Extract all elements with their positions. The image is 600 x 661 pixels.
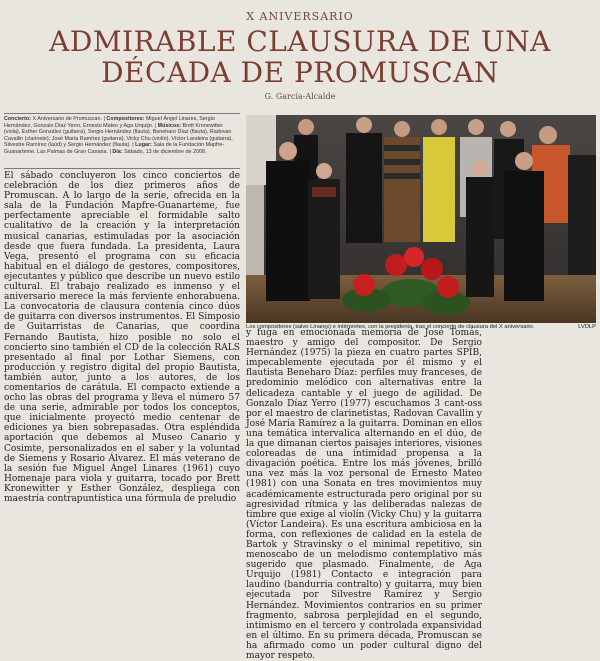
article-column-2 xyxy=(246,328,482,661)
group-photo xyxy=(246,115,596,323)
lugar-label: Lugar: xyxy=(135,142,152,149)
headline-line-2: DÉCADA DE PROMUSCAN xyxy=(101,56,499,89)
concierto-text: X Aniversario de Promuscan. xyxy=(32,116,102,122)
dia-text: Sábado, 13 de diciembre de 2008. xyxy=(124,148,207,155)
section-kicker: X ANIVERSARIO xyxy=(246,10,354,23)
photo-caption-text: Los compositores (salvo Linares) e intérpretes, con la presidenta, tras el concierto de clausura del X aniversario. xyxy=(246,324,535,330)
byline: G. García-Alcalde xyxy=(264,92,336,101)
compositores-label: Compositores: xyxy=(106,116,145,122)
musicos-text: Brett Kronewitter (viola), Esther González (guitarra), Sergio Hernández (flauta), Beneharo Díaz (flauta), Radovan Cavallin (clarinete), José María Ramírez (guitarra), Vicky Chu (violín), Víctor Landeira (guitarra), Silvestre Ramírez (laúd) y Sergio Hernández (flauta). xyxy=(4,122,233,149)
article-column-1 xyxy=(4,171,240,588)
compositores-text: Miguel Ángel Linares, Sergio Hernández, Gonzalo Díaz Yerro, Ernesto Mateo y Aga Urquijo. xyxy=(4,116,215,129)
concert-info-box: Concierto: X Aniversario de Promuscan. | Compositores: Miguel Ángel Linares, Sergio Hernández, Gonzalo Díaz Yerro, Ernesto Mateo y Aga Urquijo. | Músicos: Brett Kronewitter (viola), Esther González (guitarra), Sergio Hernández (flauta), Beneharo Díaz (flauta), Radovan Cavallin (clarinete), José María Ramírez (guitarra), Vicky Chu (violín), Víctor Landeira (guitarra), Silvestre Ramírez (laúd) y Sergio Hernández (flauta). | Lugar: Sala de la Fundación Mapfre-Guanarteme. Las Palmas de Gran Canaria. | Día: Sábado, 13 de diciembre de 2008. xyxy=(4,113,240,169)
lugar-text: Sala de la Fundación Mapfre-Guanarteme. Las Palmas de Gran Canaria. xyxy=(4,142,225,155)
photo-credit: LVDLP xyxy=(578,324,596,330)
concierto-label: Concierto: xyxy=(4,116,31,122)
headline-line-1: ADMIRABLE CLAUSURA DE UNA xyxy=(49,25,551,58)
group-photo-illustration xyxy=(246,115,596,323)
musicos-label: Músicos: xyxy=(157,122,182,129)
dia-label: Día: xyxy=(112,148,123,155)
article-column-2-text: y fuga en emocionada memoria de José Tomás, maestro y amigo del compositor. De Sergio Hernández (1975) la pieza en cuatro partes SPIB, impecablemente ejecutada por él mismo y el flautista Beneharo Díaz: perfiles muy franceses, de predominio melódico con alternativas entre la delicadeza cantable y el juego de agilidad. De Gonzalo Díaz Yerro (1977) escuchamos 3 cant-oss por el maestro de clarinetistas, Radovan Cavallin y José María Ramírez a la guitarra. Dominan en ellos una temática intervalica alternando en el dúo, de la que dimanan ciertos paisajes interiores, visiones coloreadas de una intimidad propensa a la divagación poética. Entre los más jóvenes, brilló una vez más la voz personal de Ernesto Mateo (1981) con una Sonata en tres movimientos muy académicamente estructurada pero original por su agresividad rítmica y las deliberadas nalezas de timbre que exige al violín (Vicky Chu) y la guitarra (Víctor Landeira). Es una escritura ambiciosa en la forma, con reflexiones de calidad en la estela de Bartok y Stravinsky o el minimal repetitivo, sin menoscabo de un melodismo contemplativo más sugerido que plasmado. Finalmente, de Aga Urquijo (1981) Contacto e integración para laudino (bandurria contralto) y guitarra, muy bien ejecutada por Silvestre Ramírez y Sergio Hernández. Movimientos contrarios en su primer fragmento, sabrosa perplejidad en el segundo, intimismo en el tercero y controlada expansividad en el último. En su primera década, Promuscan se ha afirmado como un poder cultural digno del mayor respeto. xyxy=(246,328,482,661)
headline xyxy=(20,26,580,88)
article-column-1-text: El sábado concluyeron los cinco conciertos de celebración de los diez primeros años de Promuscan. A lo largo de la serie, ofrecida en la sala de la Fundación Mapfre-Guanarteme, fue perfectamente apreciable el formidable salto cualitativo de la creación y la interpretación musical canarias, estimuladas por la asociación desde que fuera fundada. La presidenta, Laura Vega, presentó el programa con su eficacia habitual en el diálogo de gestores, compositores, ejecutantes y público que describe un nuevo estilo cultural. El trabajo realizado es inmenso y el aniversario merece la más ferviente enhorabuena. La convocatoria de clausura contenía cinco dúos de guitarra con diversos instrumentos. El Simposio de Guitarristas de Canarias, que coordina Fernando Bautista, hizo posible no solo el concierto sino también el CD de la colección RALS presentado al final por Lothar Siemens, con producción y registro digital del propio Bautista, también autor, junto a los autores, de los comentarios de carátula. El compacto extiende a ocho las obras del programa y lleva el número 57 de una serie, admirable por todos los conceptos, que inicialmente proyectó medio centenar de ediciones ya bien sobrepasadas. Otra espléndida aportación que debemos al Museo Canario y Cosimte, personalizados en el saber y la voluntad de Siemens y Rosario Álvarez. El más veterano de la sesión fue Miguel Ángel Linares (1961) cuyo Homenaje para viola y guitarra, tocado por Brett Kronewitter y Esther González, despliega con maestría contrapuntística una fórmula de preludio xyxy=(4,171,240,504)
